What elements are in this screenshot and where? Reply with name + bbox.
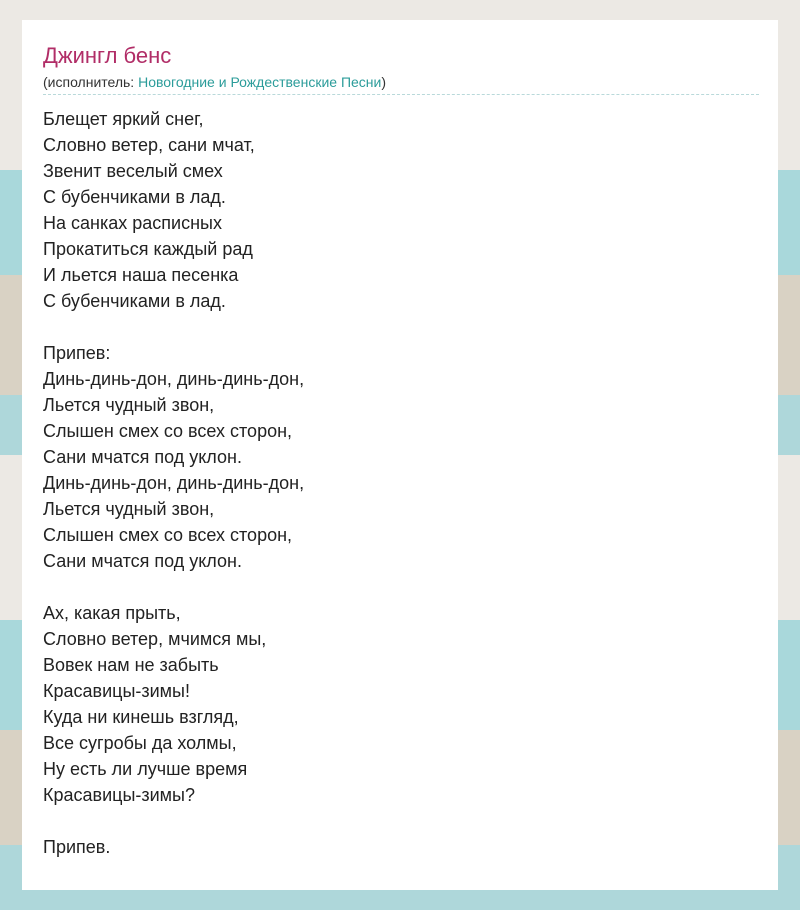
artist-link[interactable]: Новогодние и Рождественские Песни [138, 74, 382, 90]
lyric-line: Сани мчатся под уклон. [43, 447, 242, 467]
lyric-line: Звенит веселый смех [43, 161, 223, 181]
lyric-line: Динь-динь-дон, динь-динь-дон, [43, 473, 305, 493]
lyric-line: Ну есть ли лучше время [43, 759, 248, 779]
lyric-line: Словно ветер, мчимся мы, [43, 629, 267, 649]
stanza-break [43, 574, 778, 600]
lyric-line: Припев: [43, 343, 111, 363]
stanza-break [43, 314, 778, 340]
artist-prefix: (исполнитель: [43, 74, 139, 90]
lyric-line: На санках расписных [43, 213, 222, 233]
lyric-line: С бубенчиками в лад. [43, 291, 226, 311]
lyric-line: Словно ветер, сани мчат, [43, 135, 255, 155]
lyric-line: Слышен смех со всех сторон, [43, 421, 293, 441]
lyric-line: Льется чудный звон, [43, 499, 215, 519]
lyric-line: И льется наша песенка [43, 265, 239, 285]
song-title: Джингл бенс [43, 43, 172, 68]
stanza-break [43, 808, 778, 834]
lyric-line: Прокатиться каждый рад [43, 239, 253, 259]
lyric-line: Льется чудный звон, [43, 395, 215, 415]
lyrics-text [43, 106, 778, 860]
lyric-line: Вовек нам не забыть [43, 655, 219, 675]
lyrics-card [22, 20, 778, 890]
lyric-line: Припев. [43, 837, 111, 857]
title-divider [43, 94, 759, 95]
lyric-line: Ах, какая прыть, [43, 603, 181, 623]
lyric-line: Красавицы-зимы? [43, 785, 196, 805]
lyric-line: Красавицы-зимы! [43, 681, 190, 701]
lyric-line: Слышен смех со всех сторон, [43, 525, 293, 545]
lyric-line: Блещет яркий снег, [43, 109, 204, 129]
lyric-line: Куда ни кинешь взгляд, [43, 707, 239, 727]
lyric-line: С бубенчиками в лад. [43, 187, 226, 207]
lyric-line: Динь-динь-дон, динь-динь-дон, [43, 369, 305, 389]
artist-suffix: ) [381, 74, 387, 90]
lyric-line: Сани мчатся под уклон. [43, 551, 242, 571]
lyric-line: Все сугробы да холмы, [43, 733, 237, 753]
artist-line [43, 72, 778, 92]
